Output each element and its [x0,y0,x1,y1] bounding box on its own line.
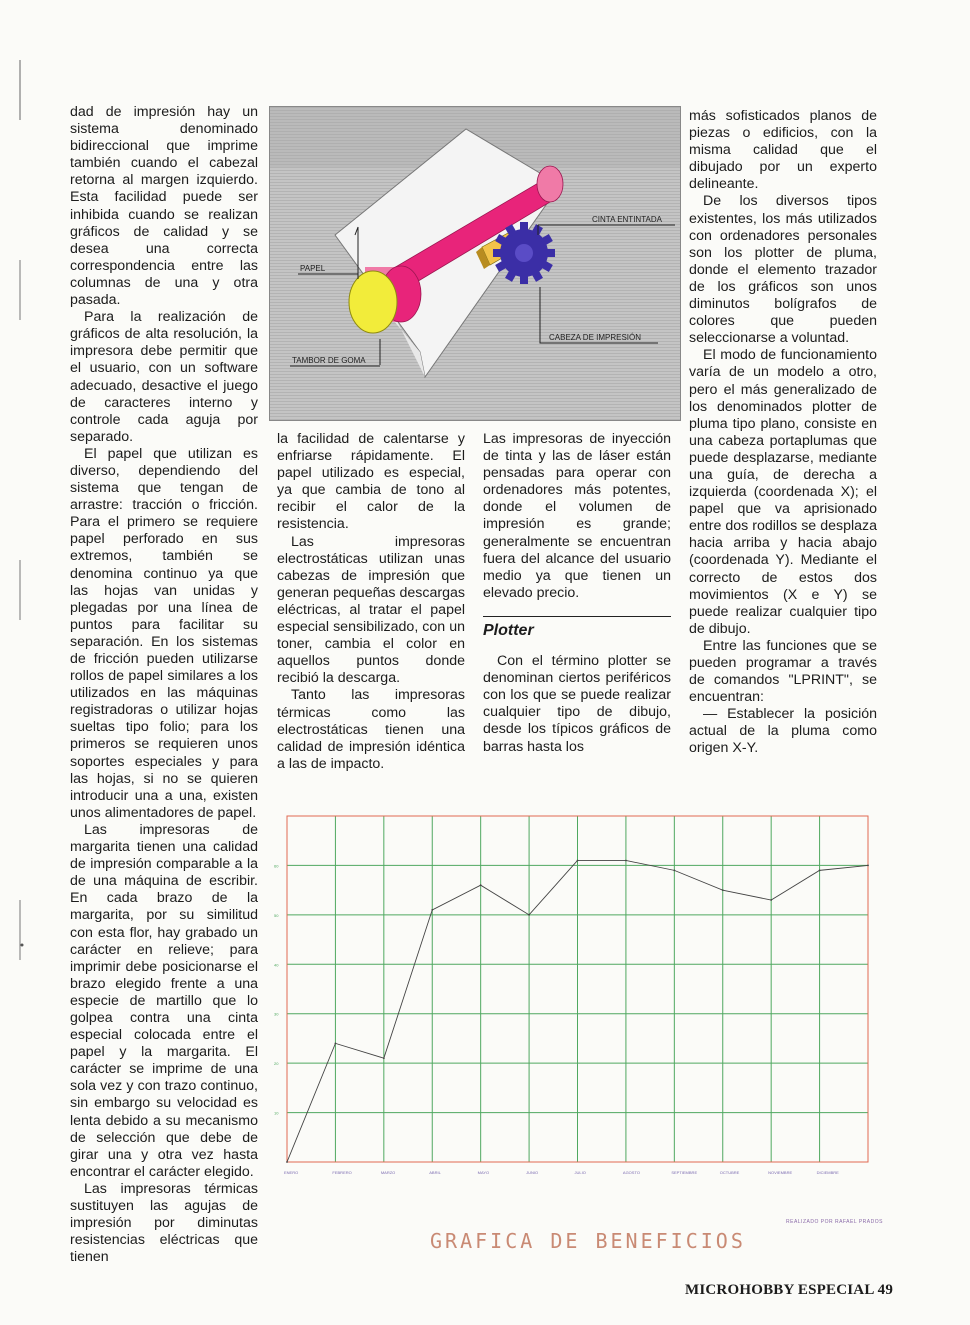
x-tick-label: MARZO [380,1170,396,1175]
data-point [335,1042,337,1044]
page-number: 49 [877,1282,894,1298]
chart-credit: REALIZADO POR RAFAEL PRADOS [786,1219,883,1225]
chart-title: GRAFICA DE BENEFICIOS [430,1229,746,1253]
x-tick-label: SEPTIEMBRE [671,1170,698,1175]
paragraph: Las impresoras de inyección de tinta y las de láser están pensadas para operar con ordenadores más potentes, donde el volumen de impresión es grande; generalmente se encuentran fuera del alcance del usuario medio ya que tienen un elevado precio. [483,431,671,601]
paragraph: El papel que utilizan es diverso, dependiendo del sistema que tengan de arrastre: tracción o fricción. Para el primero se requiere papel perforado en sus extremos, también se denomina continuo ya que las hojas van unidas y plegadas por una línea de puntos para facilitar su separación. En los sistemas de fricción pueden utilizarse rollos de papel similares a los utilizados en las máquinas registradoras o utilizar hojas sueltas tipo folio; para los primeros se requieren unos soportes especiales y para las hojas, si no se quieren introducir una a una, existen unos alimentadores de papel. [70,445,258,821]
paragraph: El modo de funcionamiento varía de un modelo a otro, pero el más generalizado de los denominados plotter de pluma tipo plano, consiste en una cabeza portaplumas que puede desplazarse, mediante una guía, de derecha a izquierda (coordenada X); el papel que va aprisionado entre dos rodillos se desplaza hacia arriba y hacia abajo (coordenada Y). Mediante el correcto de estos dos movimientos (X e Y) se puede realizar cualquier tipo de dibujo. [689,347,877,637]
x-tick-label: DICIEMBRE [816,1170,839,1175]
data-point [625,860,627,862]
data-point [673,869,675,871]
paragraph: Las impresoras térmicas sustituyen las agujas de impresión por diminutas resistencias eléctricas que tienen [70,1180,258,1266]
label-cinta: CINTA ENTINTADA [592,215,662,224]
data-point [431,909,433,911]
paragraph: Las impresoras de margarita tienen una calidad de impresión comparable a la de una máquina de escribir. En cada brazo de la margarita, por su similitud con esta flor, hay grabado un carácter en relieve; para imprimir debe posicionarse el brazo elegido frente a una especie de martillo que lo golpea contra una cinta especial colocada entre el papel y la margarita. El carácter se imprime de una sola vez y con trazo continuo, sin embargo su velocidad es lenta debido a su mecanismo de selección que debe de girar una y otra vez hasta encontrar el carácter elegido. [70,821,258,1180]
profits-line-chart [258,808,888,1175]
data-point [528,914,530,916]
paragraph: Con el término plotter se denominan ciertos periféricos con los que se puede realizar cualquier tipo de dibujo, desde los típicos gráficos de barras hasta los [483,653,671,755]
paragraph: De los diversos tipos existentes, los más utilizados con ordenadores personales son los plotter de pluma, donde el elemento trazador de los gráficos son unos diminutos bolígrafos de colores que pueden seleccionarse a voluntad. [689,193,877,347]
text-column-3 [483,431,671,756]
x-tick-label: MAYO [477,1170,490,1175]
text-column-4 [689,108,877,758]
data-point [383,1057,385,1059]
data-point [577,860,579,862]
paragraph: dad de impresión hay un sistema denominado bidireccional que imprime también cuando el cabezal retorna al margen izquierdo. Esta facilidad puede ser inhibida cuando se realizan gráficos de calidad y se desea una correcta correspondencia entre las columnas de una y otra pasada. [70,104,258,309]
paragraph: Para la realización de gráficos de alta resolución, la impresora debe permitir que el usuario, con un software adecuado, desactive el juego de caracteres interno y controle cada aguja por separado. [70,309,258,445]
text-column-2 [277,431,465,773]
y-tick-label: 50 [274,912,279,918]
data-point [819,869,821,871]
section-heading-plotter: Plotter [483,616,671,639]
label-cabeza: CABEZA DE IMPRESIÓN [549,333,642,342]
paragraph: más sofisticados planos de piezas o edificios, con la misma calidad que el dibujado por un experto delineante. [689,108,877,193]
magazine-name: MICROHOBBY ESPECIAL [685,1282,874,1298]
y-tick-label: 20 [274,1061,279,1067]
data-point [480,884,482,886]
x-tick-label: JUNIO [526,1170,539,1175]
printer-head-illustration [269,106,681,421]
x-tick-label: NOVIEMBRE [768,1170,793,1175]
x-tick-label: JULIO [574,1170,586,1175]
x-tick-label: ENERO [284,1170,299,1175]
paragraph: — Establecer la posición actual de la pluma como origen X-Y. [689,706,877,757]
margin-marks [0,0,30,1325]
text-column-1 [70,104,258,1266]
x-tick-label: OCTUBRE [719,1170,740,1175]
paragraph: Tanto las impresoras térmicas como las electrostáticas tienen una calidad de impresión idéntica a las de impacto. [277,687,465,772]
y-tick-label: 60 [274,863,279,869]
paragraph: Entre las funciones que se pueden programar a través de comandos "LPRINT", se encuentran: [689,637,877,706]
x-tick-label: ABRIL [429,1170,441,1175]
y-tick-label: 10 [274,1110,279,1116]
x-tick-label: FEBRERO [332,1170,352,1175]
data-point [722,889,724,891]
x-tick-label: AGOSTO [622,1170,640,1175]
data-point [286,1161,288,1163]
paragraph: Las impresoras electrostáticas utilizan unas cabezas de impresión que generan pequeñas descargas eléctricas, al tratar el papel especial sensibilizado, con un toner, cambia el color en aquellos puntos donde recibió la descarga. [277,533,465,687]
y-tick-label: 40 [274,962,279,968]
label-tambor: TAMBOR DE GOMA [292,356,366,365]
y-tick-label: 30 [274,1011,279,1017]
page-footer [685,1282,893,1299]
data-point [867,865,869,867]
data-point [770,899,772,901]
paragraph: la facilidad de calentarse y enfriarse rápidamente. El papel utilizado es especial, ya que cambia de tono al recibir el calor de la resistencia. [277,431,465,533]
label-papel: PAPEL [300,264,326,273]
